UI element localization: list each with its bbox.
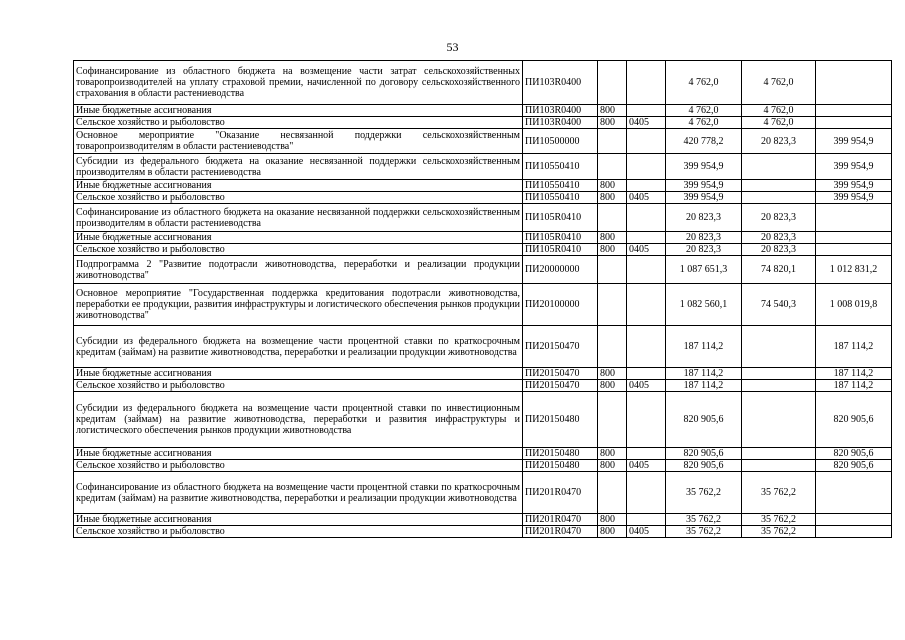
total-amount: 20 823,3 xyxy=(666,244,742,256)
target-code: ПИ10550410 xyxy=(523,192,598,204)
total-amount: 1 082 560,1 xyxy=(666,284,742,326)
total-amount: 820 905,6 xyxy=(666,448,742,460)
regional-amount: 20 823,3 xyxy=(742,232,816,244)
federal-amount: 1 008 019,8 xyxy=(816,284,892,326)
expense-type-code: 800 xyxy=(598,232,627,244)
table-row xyxy=(74,180,892,192)
regional-amount: 35 762,2 xyxy=(742,514,816,526)
federal-amount: 399 954,9 xyxy=(816,192,892,204)
regional-amount: 4 762,0 xyxy=(742,61,816,105)
table-row xyxy=(74,192,892,204)
expense-type-code xyxy=(598,326,627,368)
section-code xyxy=(627,326,666,368)
total-amount: 187 114,2 xyxy=(666,368,742,380)
row-name: Субсидии из федерального бюджета на возмещение части процентной ставки по краткосрочным кредитам (займам) на развитие животноводства, переработки и реализации продукции животноводства xyxy=(74,326,523,368)
expense-type-code: 800 xyxy=(598,380,627,392)
total-amount: 20 823,3 xyxy=(666,204,742,232)
table-row xyxy=(74,460,892,472)
regional-amount: 20 823,3 xyxy=(742,129,816,154)
total-amount: 35 762,2 xyxy=(666,514,742,526)
total-amount: 4 762,0 xyxy=(666,117,742,129)
total-amount: 420 778,2 xyxy=(666,129,742,154)
row-name: Подпрограмма 2 "Развитие подотрасли животноводства, переработки и реализации продукции животноводства" xyxy=(74,256,523,284)
regional-amount xyxy=(742,154,816,180)
total-amount: 820 905,6 xyxy=(666,460,742,472)
table-row xyxy=(74,448,892,460)
expense-type-code: 800 xyxy=(598,514,627,526)
section-code xyxy=(627,448,666,460)
target-code: ПИ103R0400 xyxy=(523,105,598,117)
table-row xyxy=(74,514,892,526)
total-amount: 399 954,9 xyxy=(666,154,742,180)
section-code xyxy=(627,368,666,380)
federal-amount xyxy=(816,117,892,129)
target-code: ПИ20150470 xyxy=(523,326,598,368)
regional-amount xyxy=(742,380,816,392)
expense-type-code: 800 xyxy=(598,117,627,129)
regional-amount xyxy=(742,180,816,192)
expense-type-code xyxy=(598,472,627,514)
table-row xyxy=(74,380,892,392)
row-name: Основное мероприятие "Государственная поддержка кредитования подотрасли животноводства, переработки ее продукции, развития инфраструктуры и логистического обеспечения рынков продукции животноводства" xyxy=(74,284,523,326)
row-name: Софинансирование из областного бюджета на возмещение части затрат сельскохозяйственных товаропроизводителей на уплату страховой премии, начисленной по договору сельскохозяйственного страхования в области растениеводства xyxy=(74,61,523,105)
expense-type-code xyxy=(598,204,627,232)
regional-amount: 20 823,3 xyxy=(742,204,816,232)
table-row xyxy=(74,284,892,326)
total-amount: 35 762,2 xyxy=(666,526,742,538)
regional-amount xyxy=(742,192,816,204)
target-code: ПИ201R0470 xyxy=(523,472,598,514)
section-code xyxy=(627,61,666,105)
table-row xyxy=(74,244,892,256)
expense-type-code: 800 xyxy=(598,526,627,538)
federal-amount: 399 954,9 xyxy=(816,180,892,192)
federal-amount xyxy=(816,232,892,244)
total-amount: 399 954,9 xyxy=(666,180,742,192)
table-row xyxy=(74,526,892,538)
section-code xyxy=(627,284,666,326)
target-code: ПИ20150480 xyxy=(523,460,598,472)
target-code: ПИ20100000 xyxy=(523,284,598,326)
section-code: 0405 xyxy=(627,526,666,538)
expense-type-code xyxy=(598,61,627,105)
total-amount: 187 114,2 xyxy=(666,326,742,368)
federal-amount: 399 954,9 xyxy=(816,129,892,154)
federal-amount: 187 114,2 xyxy=(816,380,892,392)
table-row xyxy=(74,204,892,232)
budget-table-body xyxy=(74,61,892,538)
expense-type-code: 800 xyxy=(598,105,627,117)
target-code: ПИ105R0410 xyxy=(523,232,598,244)
federal-amount: 187 114,2 xyxy=(816,368,892,380)
table-row xyxy=(74,129,892,154)
section-code: 0405 xyxy=(627,244,666,256)
federal-amount: 399 954,9 xyxy=(816,154,892,180)
target-code: ПИ20150480 xyxy=(523,448,598,460)
regional-amount: 74 820,1 xyxy=(742,256,816,284)
total-amount: 1 087 651,3 xyxy=(666,256,742,284)
target-code: ПИ10550410 xyxy=(523,180,598,192)
target-code: ПИ105R0410 xyxy=(523,244,598,256)
target-code: ПИ105R0410 xyxy=(523,204,598,232)
row-name: Иные бюджетные ассигнования xyxy=(74,514,523,526)
federal-amount xyxy=(816,204,892,232)
row-name: Иные бюджетные ассигнования xyxy=(74,368,523,380)
row-name: Сельское хозяйство и рыболовство xyxy=(74,526,523,538)
target-code: ПИ20000000 xyxy=(523,256,598,284)
row-name: Софинансирование из областного бюджета на возмещение части процентной ставки по краткосрочным кредитам (займам) на развитие животноводства, переработки и реализации продукции животноводства xyxy=(74,472,523,514)
table-row xyxy=(74,117,892,129)
section-code xyxy=(627,392,666,448)
target-code: ПИ20150480 xyxy=(523,392,598,448)
row-name: Сельское хозяйство и рыболовство xyxy=(74,380,523,392)
expense-type-code xyxy=(598,154,627,180)
row-name: Субсидии из федерального бюджета на возмещение части процентной ставки по инвестиционным кредитам (займам) на развитие животноводства, переработки и развития инфраструктуры и логистического обеспечения рынков продукции животноводства xyxy=(74,392,523,448)
row-name: Сельское хозяйство и рыболовство xyxy=(74,192,523,204)
target-code: ПИ10500000 xyxy=(523,129,598,154)
section-code: 0405 xyxy=(627,117,666,129)
row-name: Сельское хозяйство и рыболовство xyxy=(74,244,523,256)
expense-type-code xyxy=(598,129,627,154)
expense-type-code: 800 xyxy=(598,448,627,460)
expense-type-code xyxy=(598,256,627,284)
expense-type-code xyxy=(598,284,627,326)
section-code xyxy=(627,105,666,117)
regional-amount: 4 762,0 xyxy=(742,117,816,129)
federal-amount: 820 905,6 xyxy=(816,392,892,448)
section-code: 0405 xyxy=(627,460,666,472)
regional-amount: 35 762,2 xyxy=(742,526,816,538)
total-amount: 20 823,3 xyxy=(666,232,742,244)
federal-amount xyxy=(816,472,892,514)
section-code: 0405 xyxy=(627,192,666,204)
federal-amount xyxy=(816,514,892,526)
expense-type-code xyxy=(598,392,627,448)
total-amount: 4 762,0 xyxy=(666,105,742,117)
federal-amount xyxy=(816,105,892,117)
federal-amount: 820 905,6 xyxy=(816,460,892,472)
target-code: ПИ20150470 xyxy=(523,380,598,392)
table-row xyxy=(74,392,892,448)
row-name: Софинансирование из областного бюджета на оказание несвязанной поддержки сельскохозяйственным производителям в области растениеводства xyxy=(74,204,523,232)
federal-amount: 820 905,6 xyxy=(816,448,892,460)
total-amount: 35 762,2 xyxy=(666,472,742,514)
budget-table xyxy=(73,60,892,538)
target-code: ПИ103R0400 xyxy=(523,61,598,105)
row-name: Иные бюджетные ассигнования xyxy=(74,105,523,117)
table-row xyxy=(74,105,892,117)
total-amount: 4 762,0 xyxy=(666,61,742,105)
federal-amount xyxy=(816,61,892,105)
section-code xyxy=(627,232,666,244)
total-amount: 820 905,6 xyxy=(666,392,742,448)
row-name: Субсидии из федерального бюджета на оказание несвязанной поддержки сельскохозяйственным производителям в области растениеводства xyxy=(74,154,523,180)
table-row xyxy=(74,326,892,368)
section-code xyxy=(627,180,666,192)
row-name: Основное мероприятие "Оказание несвязанной поддержки сельскохозяйственным товаропроизводителям в области растениеводства" xyxy=(74,129,523,154)
row-name: Иные бюджетные ассигнования xyxy=(74,180,523,192)
table-row xyxy=(74,472,892,514)
section-code xyxy=(627,154,666,180)
expense-type-code: 800 xyxy=(598,244,627,256)
regional-amount xyxy=(742,326,816,368)
expense-type-code: 800 xyxy=(598,460,627,472)
table-row xyxy=(74,61,892,105)
federal-amount xyxy=(816,526,892,538)
regional-amount: 4 762,0 xyxy=(742,105,816,117)
table-row xyxy=(74,256,892,284)
regional-amount xyxy=(742,460,816,472)
page-number: 53 xyxy=(446,40,459,54)
target-code: ПИ201R0470 xyxy=(523,526,598,538)
regional-amount xyxy=(742,392,816,448)
federal-amount: 187 114,2 xyxy=(816,326,892,368)
table-row xyxy=(74,232,892,244)
federal-amount: 1 012 831,2 xyxy=(816,256,892,284)
regional-amount xyxy=(742,448,816,460)
section-code xyxy=(627,256,666,284)
expense-type-code: 800 xyxy=(598,368,627,380)
regional-amount: 74 540,3 xyxy=(742,284,816,326)
regional-amount xyxy=(742,368,816,380)
row-name: Иные бюджетные ассигнования xyxy=(74,448,523,460)
total-amount: 399 954,9 xyxy=(666,192,742,204)
table-row xyxy=(74,154,892,180)
section-code xyxy=(627,472,666,514)
expense-type-code: 800 xyxy=(598,180,627,192)
target-code: ПИ201R0470 xyxy=(523,514,598,526)
table-row xyxy=(74,368,892,380)
target-code: ПИ10550410 xyxy=(523,154,598,180)
section-code xyxy=(627,129,666,154)
section-code xyxy=(627,204,666,232)
row-name: Сельское хозяйство и рыболовство xyxy=(74,460,523,472)
row-name: Сельское хозяйство и рыболовство xyxy=(74,117,523,129)
regional-amount: 35 762,2 xyxy=(742,472,816,514)
row-name: Иные бюджетные ассигнования xyxy=(74,232,523,244)
section-code xyxy=(627,514,666,526)
federal-amount xyxy=(816,244,892,256)
expense-type-code: 800 xyxy=(598,192,627,204)
regional-amount: 20 823,3 xyxy=(742,244,816,256)
target-code: ПИ103R0400 xyxy=(523,117,598,129)
total-amount: 187 114,2 xyxy=(666,380,742,392)
target-code: ПИ20150470 xyxy=(523,368,598,380)
section-code: 0405 xyxy=(627,380,666,392)
